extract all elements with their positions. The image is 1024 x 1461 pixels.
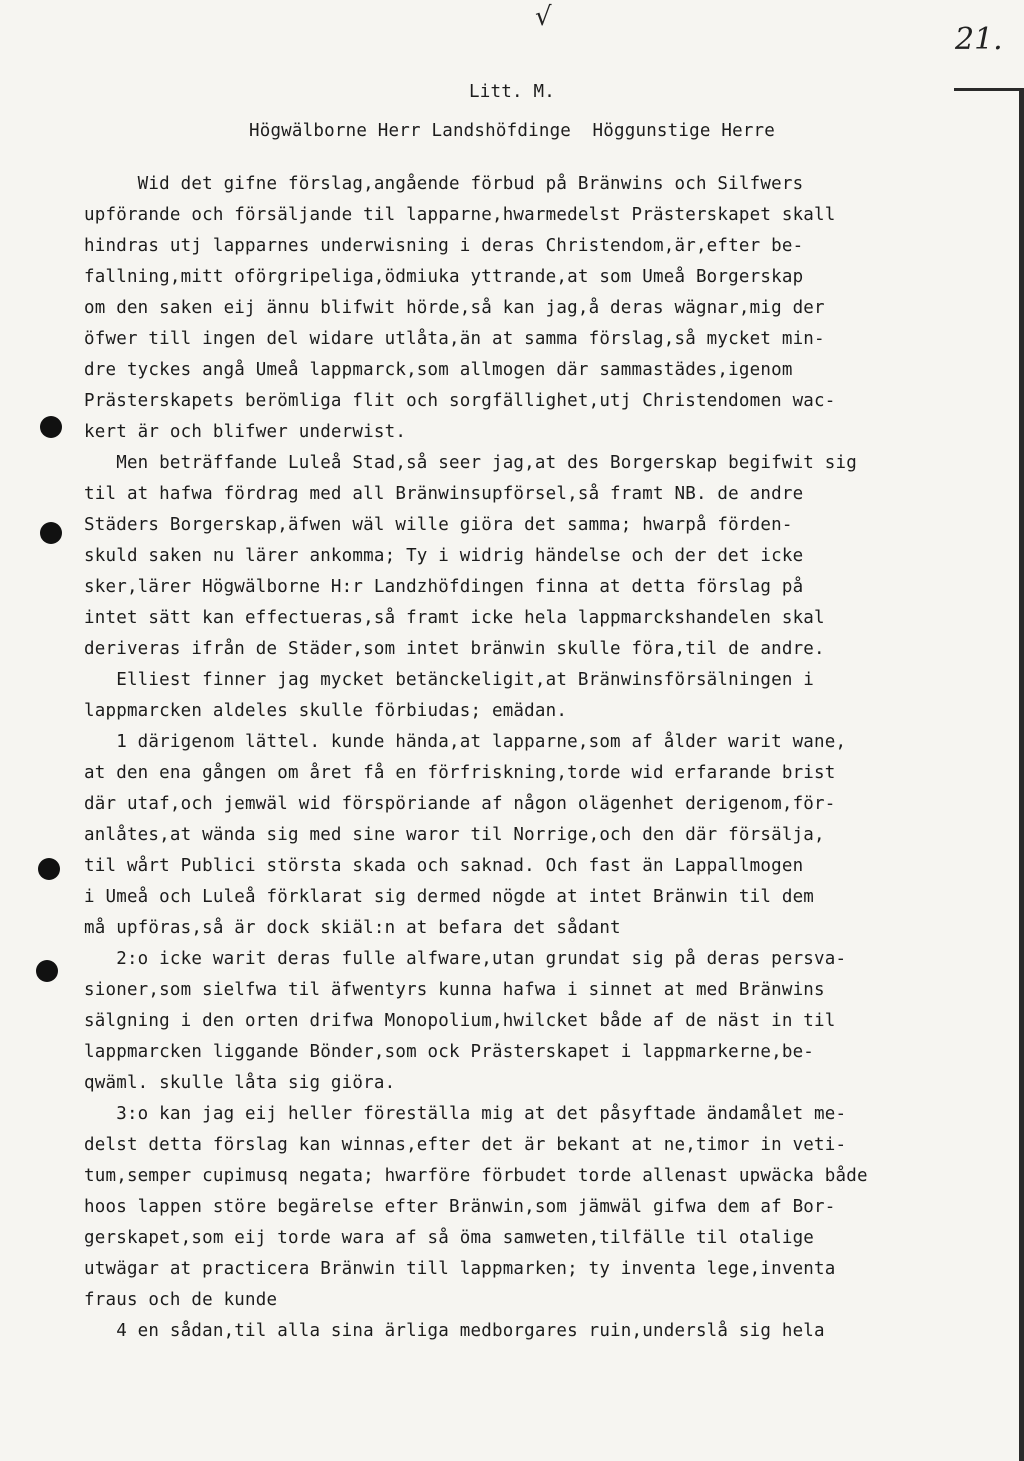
page-edge-right [1019,90,1024,1461]
text-line: sioner,som sielfwa til äfwentyrs kunna hafwa i sinnet at med Bränwins [84,980,825,1000]
text-line: til wårt Publici största skada och saknad. Och fast än Lappallmogen [84,856,804,876]
text-line: 4 en sådan,til alla sina ärliga medborgares ruin,underslå sig hela [84,1321,825,1341]
text-line: til at hafwa fördrag med all Bränwinsupförsel,så framt NB. de andre [84,484,804,504]
text-line: sälgning i den orten drifwa Monopolium,hwilcket både af de näst in til [84,1011,836,1031]
page-number: 21. [955,22,1003,57]
text-line: delst detta förslag kan winnas,efter det är bekant at ne,timor in veti- [84,1135,847,1155]
text-line: Wid det gifne förslag,angående förbud på Bränwins och Silfwers [84,174,804,194]
text-line: tum,semper cupimusq negata; hwarföre förbudet torde allenast upwäcka både [84,1166,868,1186]
text-line: deriveras ifrån de Städer,som intet bränwin skulle föra,til de andre. [84,639,825,659]
text-line: lappmarcken aldeles skulle förbiudas; emädan. [84,701,568,721]
text-line: lappmarcken liggande Bönder,som ock Prästerskapet i lappmarkerne,be- [84,1042,815,1062]
text-line: skuld saken nu lärer ankomma; Ty i widrig händelse och der det icke [84,546,804,566]
check-mark: √ [535,2,552,32]
text-line: intet sätt kan effectueras,så framt icke hela lappmarckshandelen skal [84,608,825,628]
binding-hole-mark [40,416,62,438]
text-line: öfwer till ingen del widare utlåta,än at samma förslag,så mycket min- [84,329,825,349]
text-line: må upföras,så är dock skiäl:n at befara det sådant [84,918,621,938]
text-line: fallning,mitt oförgripeliga,ödmiuka yttrande,at som Umeå Borgerskap [84,267,804,287]
text-line: om den saken eij ännu blifwit hörde,så kan jag,å deras wägnar,mig der [84,298,825,318]
text-line: qwäml. skulle låta sig giöra. [84,1073,396,1093]
text-line: i Umeå och Luleå förklarat sig dermed nögde at intet Bränwin til dem [84,887,815,907]
text-line: Städers Borgerskap,äfwen wäl wille giöra det samma; hwarpå förden- [84,515,793,535]
binding-hole-mark [36,960,58,982]
text-line: upförande och försäljande til lapparne,hwarmedelst Prästerskapet skall [84,205,836,225]
binding-hole-mark [38,858,60,880]
text-line: Men beträffande Luleå Stad,så seer jag,at des Borgerskap begifwit sig [84,453,857,473]
text-line: 3:o kan jag eij heller föreställa mig at det påsyftade ändamålet me- [84,1104,847,1124]
text-line: hoos lappen störe begärelse efter Bränwin,som jämwäl gifwa dem af Bor- [84,1197,836,1217]
text-line: at den ena gången om året få en förfriskning,torde wid erfarande brist [84,763,836,783]
salutation: Högwälborne Herr Landshöfdinge Höggunstige Herre [248,121,776,141]
text-line: anlåtes,at wända sig med sine waror til Norrige,och den där försälja, [84,825,825,845]
text-line: där utaf,och jemwäl wid förspöriande af någon olägenhet derigenom,för- [84,794,836,814]
text-line: Prästerskapets berömliga flit och sorgfällighet,utj Christendomen wac- [84,391,836,411]
binding-hole-mark [40,522,62,544]
text-line: kert är och blifwer underwist. [84,422,407,442]
text-line: Elliest finner jag mycket betänckeligit,at Bränwinsförsälningen i [84,670,815,690]
document-reference: Litt. M. [469,82,555,102]
text-line: fraus och de kunde [84,1290,278,1310]
text-line: 2:o icke warit deras fulle alfware,utan grundat sig på deras persva- [84,949,847,969]
text-line: sker,lärer Högwälborne H:r Landzhöfdingen finna at detta förslag på [84,577,804,597]
text-line: hindras utj lapparnes underwisning i deras Christendom,är,efter be- [84,236,804,256]
text-line: gerskapet,som eij torde wara af så öma samweten,tilfälle til otalige [84,1228,815,1248]
text-line: utwägar at practicera Bränwin till lappmarken; ty inventa lege,inventa [84,1259,836,1279]
text-line: 1 därigenom lättel. kunde hända,at lapparne,som af ålder warit wane, [84,732,847,752]
text-line: dre tyckes angå Umeå lappmarck,som allmogen där sammastädes,igenom [84,360,793,380]
